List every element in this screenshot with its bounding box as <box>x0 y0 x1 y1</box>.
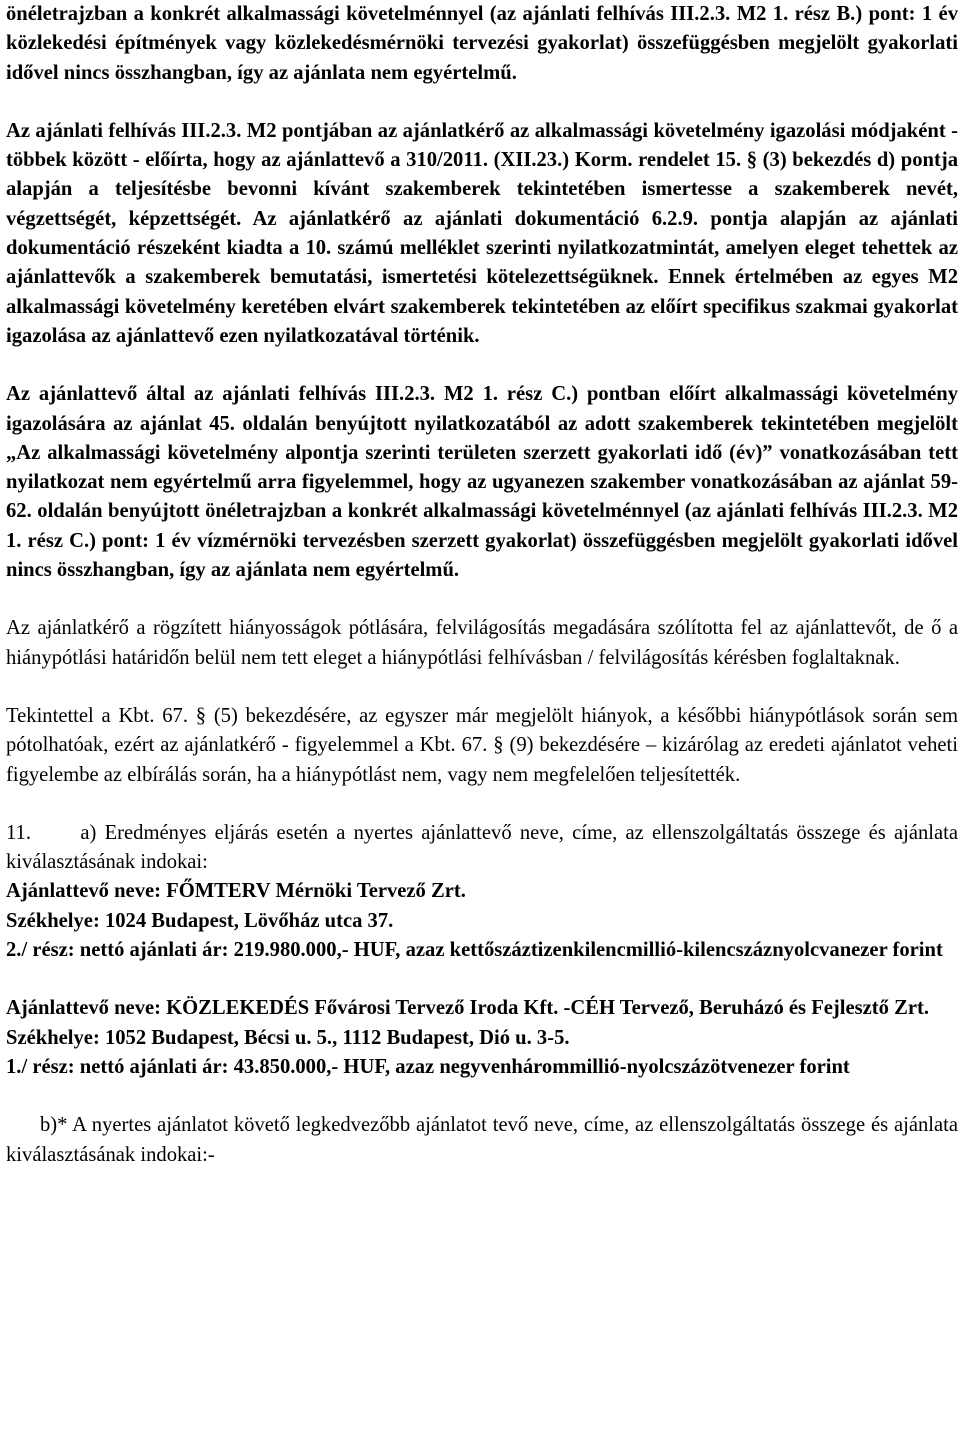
paragraph-m2-requirements: Az ajánlati felhívás III.2.3. M2 pontjában az ajánlatkérő az alkalmassági követelmény igazolási módjaként - többek között - előírta, hogy az ajánlattevő a 310/2011. (XII.23.) Korm. rendelet 15. § (3) bekezdés d) pontja alapján a teljesítésbe bevonni kívánt szakemberek tekintetében ismertesse a szakemberek nevét, végzettségét, képzettségét. Az ajánlatkérő az ajánlati dokumentáció 6.2.9. pontja alapján az ajánlati dokumentáció részeként kiadta a 10. számú melléklet szerinti nyilatkozatmintát, amelyen eleget tehettek az ajánlattevők a szakemberek bemutatási, ismertetési kötelezettségüknek. Ennek értelmében az egyes M2 alkalmassági követelmény keretében elvárt szakemberek tekintetében az előírt specifikus szakmai gyakorlat igazolása az ajánlattevő ezen nyilatkozatával történik. <box>6 119 958 347</box>
document-page <box>6 0 958 1170</box>
section-11-a <box>6 819 958 878</box>
winner-2-name: Ajánlattevő neve: KÖZLEKEDÉS Fővárosi Tervező Iroda Kft. -CÉH Tervező, Beruházó és Fejlesztő Zrt. <box>6 997 929 1020</box>
section-11-a-text: a) Eredményes eljárás esetén a nyertes ajánlattevő neve, címe, az ellenszolgáltatás összege és ajánlata kiválasztásának indokai: <box>6 821 958 874</box>
paragraph-kbt-reference: Tekintettel a Kbt. 67. § (5) bekezdésére, az egyszer már megjelölt hiányok, a későbbi hiánypótlások során sem pótolhatóak, ezért az ajánlatkérő - figyelemmel a Kbt. 67. § (9) bekezdésére – kizárólag az eredeti ajánlatot veheti figyelembe az elbírálás során, ha a hiánypótlást nem, vagy nem megfelelően teljesítették. <box>6 704 958 786</box>
paragraph-deficiency-request: Az ajánlatkérő a rögzített hiányosságok pótlására, felvilágosítás megadására szólította fel az ajánlattevőt, de ő a hiánypótlási határidőn belül nem tett eleget a hiánypótlási felhívásban / felvilágosítás kérésben foglaltaknak. <box>6 617 958 669</box>
winner-1-seat: Székhelye: 1024 Budapest, Lövőház utca 37. <box>6 909 394 932</box>
paragraph-cv-inconsistency-b: önéletrajzban a konkrét alkalmassági követelménnyel (az ajánlati felhívás III.2.3. M2 1. rész B.) pont: 1 év közlekedési építmények vagy közlekedésmérnöki tervezési gyakorlat) összefüggésben megjelölt gyakorlati idővel nincs összhangban, így az ajánlata nem egyértelmű. <box>6 3 958 84</box>
winner-2-price: 1./ rész: nettó ajánlati ár: 43.850.000,- HUF, azaz negyvenhárommillió-nyolcszázötvenezer forint <box>6 1055 850 1078</box>
section-11 <box>6 819 958 1170</box>
winner-1-name: Ajánlattevő neve: FŐMTERV Mérnöki Tervező Zrt. <box>6 880 466 903</box>
section-11-b: b)* A nyertes ajánlatot követő legkedvezőbb ajánlatot tevő neve, címe, az ellenszolgáltatás összege és ajánlata kiválasztásának indokai:- <box>6 1114 958 1166</box>
winner-1-price: 2./ rész: nettó ajánlati ár: 219.980.000,- HUF, azaz kettőszáztizenkilencmillió-kilencszáznyolcvanezer forint <box>6 939 943 962</box>
section-number: 11. <box>6 821 31 844</box>
winner-2-seat: Székhelye: 1052 Budapest, Bécsi u. 5., 1112 Budapest, Dió u. 3-5. <box>6 1026 570 1049</box>
paragraph-cv-inconsistency-c: Az ajánlattevő által az ajánlati felhívás III.2.3. M2 1. rész C.) pontban előírt alkalmassági követelmény igazolására az ajánlat 45. oldalán benyújtott nyilatkozatából az adott szakemberek tekintetében megjelölt „Az alkalmassági követelmény alpontja szerinti területen szerzett gyakorlati idő (év)” vonatkozásában tett nyilatkozat nem egyértelmű arra figyelemmel, hogy az ugyanezen szakember vonatkozásában az ajánlat 59-62. oldalán benyújtott önéletrajzban a konkrét alkalmassági követelménnyel (az ajánlati felhívás III.2.3. M2 1. rész C.) pont: 1 év vízmérnöki tervezésben szerzett gyakorlat) összefüggésben megjelölt gyakorlati idővel nincs összhangban, így az ajánlata nem egyértelmű. <box>6 383 958 582</box>
